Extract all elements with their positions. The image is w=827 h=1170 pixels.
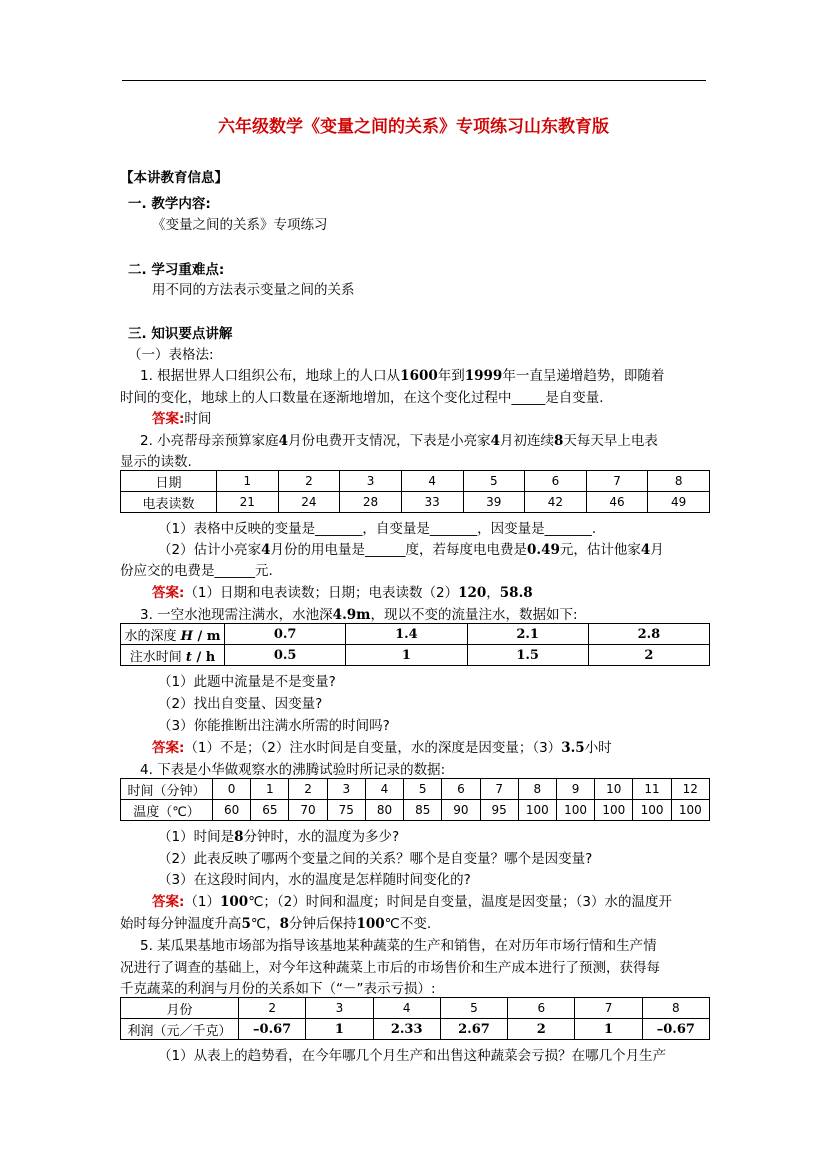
q4-sub-2: （2）此表反映了哪两个变量之间的关系？哪个是自变量？哪个是因变量? (158, 851, 593, 867)
q3-line-1: 3. 一空水池现需注满水，水池深4.9m，现以不变的流量注水，数据如下: (140, 607, 578, 623)
table-cell: 90 (442, 800, 480, 821)
table-cell: 39 (463, 492, 525, 513)
table-cell: 2 (289, 779, 327, 800)
table-cell: 75 (327, 800, 365, 821)
table-cell: 水的深度 H / m (121, 624, 225, 645)
table-cell: 49 (648, 492, 710, 513)
table-cell: 1 (306, 1019, 373, 1040)
table-cell: 85 (404, 800, 442, 821)
table-cell: 7 (480, 779, 518, 800)
table-cell: 0.5 (225, 645, 346, 666)
table-cell: 2.33 (373, 1019, 440, 1040)
table-cell: 电表读数 (121, 492, 217, 513)
table-cell: 12 (671, 779, 709, 800)
q2-answer: 答案:（1）日期和电表读数；日期；电表读数（2）120，58.8 (152, 585, 533, 601)
q5-line-3: 千克蔬菜的利润与月份的关系如下（“－”表示亏损）: (120, 981, 436, 997)
q4-answer-cont: 始时每分钟温度升高5℃，8分钟后保持100℃不变. (120, 916, 432, 932)
page-title: 六年级数学《变量之间的关系》专项练习山东教育版 (218, 117, 609, 137)
table-cell: 2.67 (440, 1019, 507, 1040)
table-cell: 95 (480, 800, 518, 821)
table-cell: 100 (556, 800, 594, 821)
table-row (121, 779, 710, 800)
table-cell: 时间（分钟） (121, 779, 213, 800)
table-cell: 6 (508, 998, 575, 1019)
table-row (121, 800, 710, 821)
section-3-heading: 三. 知识要点讲解 (128, 326, 233, 342)
table-cell: –0.67 (239, 1019, 306, 1040)
table-cell: 2 (508, 1019, 575, 1040)
table-cell: 100 (595, 800, 633, 821)
q5-line-2: 况进行了调查的基础上，对今年这种蔬菜上市后的市场售价和生产成本进行了预测，获得每 (120, 960, 660, 976)
table-cell: 0.7 (225, 624, 346, 645)
q3-sub-2: （2）找出自变量、因变量? (158, 696, 323, 712)
table-cell: 100 (633, 800, 671, 821)
table-cell: 8 (642, 998, 709, 1019)
table-cell: 65 (251, 800, 289, 821)
table-cell: 2 (239, 998, 306, 1019)
table-cell: 2 (278, 471, 340, 492)
table-cell: 3 (340, 471, 402, 492)
table-cell: 1.5 (467, 645, 588, 666)
table-cell: 70 (289, 800, 327, 821)
q3-sub-3: （3）你能推断出注满水所需的时间吗? (158, 718, 390, 734)
table-cell: 0 (213, 779, 251, 800)
table-cell: 28 (340, 492, 402, 513)
table-row (121, 471, 710, 492)
section-3-sub: （一）表格法: (128, 347, 214, 363)
table-row (121, 492, 710, 513)
section-2-body: 用不同的方法表示变量之间的关系 (152, 282, 355, 298)
table-cell: 3 (327, 779, 365, 800)
q4-answer: 答案:（1）100℃；（2）时间和温度；时间是自变量，温度是因变量；（3）水的温度开 (152, 894, 673, 910)
table-cell: 2.1 (467, 624, 588, 645)
table-cell: –0.67 (642, 1019, 709, 1040)
table-cell: 4 (365, 779, 403, 800)
table-cell: 11 (633, 779, 671, 800)
water-tank-table (120, 623, 710, 666)
q1-line-1: 1. 根据世界人口组织公布，地球上的人口从1600年到1999年一直呈递增趋势，即随着 (140, 368, 665, 384)
electricity-table (120, 470, 710, 513)
q2-sub-2-cont: 份应交的电费是______元. (120, 563, 273, 579)
info-header: 【本讲教育信息】 (120, 170, 228, 186)
section-1-heading: 一. 教学内容: (128, 196, 211, 212)
table-cell: 2.8 (588, 624, 709, 645)
q1-line-2: 时间的变化，地球上的人口数量在逐渐地增加，在这个变化过程中_____是自变量. (120, 390, 604, 406)
table-cell: 46 (586, 492, 648, 513)
table-cell: 6 (525, 471, 587, 492)
table-cell: 1 (346, 645, 467, 666)
table-row (121, 998, 710, 1019)
boiling-table (120, 778, 710, 821)
table-cell: 60 (213, 800, 251, 821)
q2-sub-1: （1）表格中反映的变量是_______，自变量是_______，因变量是_______. (158, 521, 597, 537)
table-cell: 42 (525, 492, 587, 513)
q3-sub-1: （1）此题中流量是不是变量? (158, 674, 336, 690)
table-cell: 1 (217, 471, 279, 492)
table-cell: 5 (404, 779, 442, 800)
section-2-heading: 二. 学习重难点: (128, 262, 225, 278)
table-row (121, 1019, 710, 1040)
q4-sub-1: （1）时间是8分钟时，水的温度为多少? (158, 829, 400, 845)
table-cell: 1 (251, 779, 289, 800)
table-cell: 80 (365, 800, 403, 821)
table-cell: 10 (595, 779, 633, 800)
table-cell: 月份 (121, 998, 239, 1019)
table-cell: 8 (648, 471, 710, 492)
table-cell: 4 (401, 471, 463, 492)
table-cell: 33 (401, 492, 463, 513)
table-row (121, 645, 710, 666)
profit-table (120, 997, 710, 1040)
header-rule (122, 80, 706, 81)
table-cell: 注水时间 t / h (121, 645, 225, 666)
table-cell: 日期 (121, 471, 217, 492)
table-cell: 温度（℃） (121, 800, 213, 821)
table-cell: 利润（元／千克） (121, 1019, 239, 1040)
q5-sub-1: （1）从表上的趋势看，在今年哪几个月生产和出售这种蔬菜会亏损？在哪几个月生产 (158, 1048, 667, 1064)
table-cell: 5 (440, 998, 507, 1019)
table-cell: 6 (442, 779, 480, 800)
table-cell: 3 (306, 998, 373, 1019)
table-cell: 24 (278, 492, 340, 513)
table-cell: 21 (217, 492, 279, 513)
table-cell: 1 (575, 1019, 642, 1040)
table-cell: 8 (518, 779, 556, 800)
q4-sub-3: （3）在这段时间内，水的温度是怎样随时间变化的? (158, 872, 471, 888)
table-cell: 100 (518, 800, 556, 821)
q1-answer: 答案:时间 (152, 411, 212, 427)
table-cell: 5 (463, 471, 525, 492)
table-cell: 2 (588, 645, 709, 666)
table-cell: 100 (671, 800, 709, 821)
section-1-body: 《变量之间的关系》专项练习 (152, 217, 328, 233)
table-cell: 7 (575, 998, 642, 1019)
q2-line-2: 显示的读数. (120, 454, 192, 470)
table-cell: 1.4 (346, 624, 467, 645)
table-row (121, 624, 710, 645)
table-cell: 9 (556, 779, 594, 800)
table-cell: 7 (586, 471, 648, 492)
q5-line-1: 5. 某瓜果基地市场部为指导该基地某种蔬菜的生产和销售，在对历年市场行情和生产情 (140, 938, 657, 954)
q3-answer: 答案:（1）不是；（2）注水时间是自变量，水的深度是因变量；（3）3.5小时 (152, 740, 612, 756)
q2-sub-2: （2）估计小亮家4月份的用电量是______度，若每度电电费是0.49元，估计他家4月 (158, 542, 664, 558)
q4-line-1: 4. 下表是小华做观察水的沸腾试验时所记录的数据: (140, 762, 446, 778)
table-cell: 4 (373, 998, 440, 1019)
q2-line-1: 2. 小亮帮母亲预算家庭4月份电费开支情况，下表是小亮家4月初连续8天每天早上电表 (140, 433, 658, 449)
